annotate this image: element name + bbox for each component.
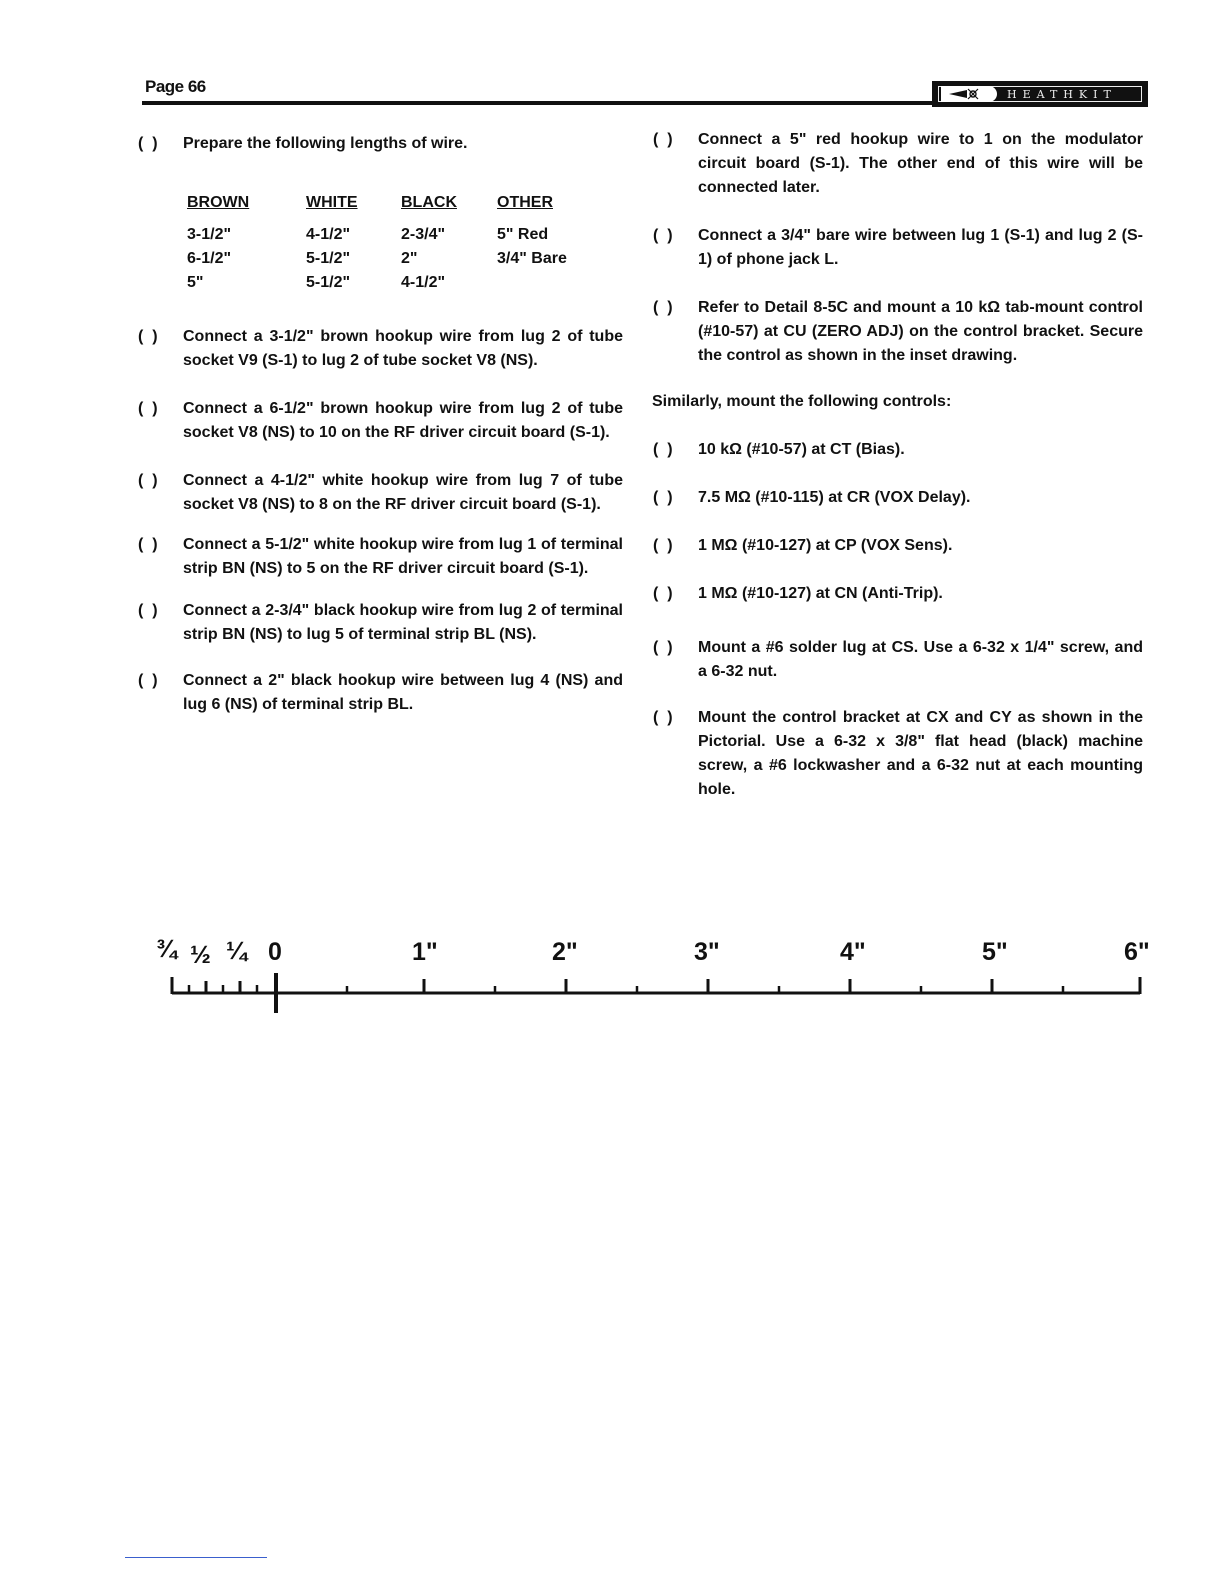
table-row — [187, 247, 607, 271]
ruler-label-inch: 6" — [1124, 938, 1150, 966]
checkbox[interactable]: ( ) — [138, 602, 158, 619]
step-bare-wire — [648, 224, 1143, 272]
checkbox[interactable]: ( ) — [653, 299, 673, 316]
ruler-label-three-quarter: ¾ — [156, 935, 177, 963]
step-mount-zero-adj — [648, 296, 1143, 368]
checkbox[interactable]: ( ) — [138, 472, 158, 489]
step-solder-lug — [648, 636, 1143, 684]
table-cell: 5" — [187, 274, 204, 291]
step-control-vox-delay — [648, 486, 1143, 510]
step-white-wire-2 — [133, 533, 623, 581]
step-text: Connect a 4-1/2" white hookup wire from lug 7 of tube socket V8 (NS) to 8 on the RF driver circuit board (S-1). — [183, 472, 623, 513]
column-header: OTHER — [497, 194, 553, 211]
table-cell: 5" Red — [497, 226, 549, 243]
column-header: WHITE — [306, 194, 358, 211]
table-cell: 2-3/4" — [401, 226, 446, 243]
checkbox[interactable]: ( ) — [653, 441, 673, 458]
brand-logo — [932, 81, 1148, 107]
checkbox[interactable]: ( ) — [138, 135, 158, 152]
step-mount-bracket — [648, 706, 1143, 802]
checkbox[interactable]: ( ) — [138, 536, 158, 553]
step-red-wire — [648, 128, 1143, 200]
step-control-anti-trip — [648, 582, 1143, 606]
step-text: Mount a #6 solder lug at CS. Use a 6-32 x 1/4" screw, and a 6-32 nut. — [698, 639, 1143, 680]
step-text: Connect a 3/4" bare wire between lug 1 (S-1) and lug 2 (S-1) of phone jack L. — [698, 227, 1143, 268]
similarly-note: Similarly, mount the following controls: — [652, 393, 952, 410]
table-header-row — [187, 191, 607, 223]
table-cell: 3/4" Bare — [497, 250, 567, 267]
table-cell: 5-1/2" — [306, 250, 351, 267]
page-number: Page 66 — [145, 77, 206, 96]
step-prepare-wire — [133, 132, 623, 156]
step-text: Connect a 5-1/2" white hookup wire from lug 1 of terminal strip BN (NS) to 5 on the RF driver circuit board (S-1). — [183, 536, 623, 577]
step-brown-wire-2 — [133, 397, 623, 445]
checkbox[interactable]: ( ) — [653, 537, 673, 554]
step-text: Connect a 2-3/4" black hookup wire from lug 2 of terminal strip BN (NS) to lug 5 of terminal strip BL (NS). — [183, 602, 623, 643]
step-text: 1 MΩ (#10-127) at CP (VOX Sens). — [698, 537, 953, 554]
left-column — [133, 132, 623, 717]
table-row — [187, 223, 607, 247]
step-text: Connect a 2" black hookup wire between lug 4 (NS) and lug 6 (NS) of terminal strip BL. — [183, 672, 623, 713]
step-brown-wire-1 — [133, 325, 623, 373]
footnote-rule — [125, 1557, 267, 1558]
table-cell: 3-1/2" — [187, 226, 232, 243]
table-cell: 2" — [401, 250, 418, 267]
table-cell: 4-1/2" — [306, 226, 351, 243]
step-black-wire-1 — [133, 599, 623, 647]
step-text: Prepare the following lengths of wire. — [183, 135, 468, 152]
ruler-label-inch: 3" — [694, 938, 720, 966]
checkbox[interactable]: ( ) — [653, 131, 673, 148]
table-cell: 4-1/2" — [401, 274, 446, 291]
step-text: Connect a 3-1/2" brown hookup wire from lug 2 of tube socket V9 (S-1) to lug 2 of tube socket V8 (NS). — [183, 328, 623, 369]
checkbox[interactable]: ( ) — [653, 489, 673, 506]
step-white-wire-1 — [133, 469, 623, 517]
step-text: Connect a 5" red hookup wire to 1 on the modulator circuit board (S-1). The other end of this wire will be connected later. — [698, 131, 1143, 196]
table-cell: 6-1/2" — [187, 250, 232, 267]
checkbox[interactable]: ( ) — [653, 585, 673, 602]
wire-lengths-table — [187, 191, 607, 295]
table-row — [187, 271, 607, 295]
table-cell — [497, 271, 607, 295]
step-black-wire-2 — [133, 669, 623, 717]
checkbox[interactable]: ( ) — [653, 227, 673, 244]
step-text: 7.5 MΩ (#10-115) at CR (VOX Delay). — [698, 489, 971, 506]
step-text: 10 kΩ (#10-57) at CT (Bias). — [698, 441, 905, 458]
step-text: 1 MΩ (#10-127) at CN (Anti-Trip). — [698, 585, 943, 602]
step-control-bias — [648, 438, 1143, 462]
ruler-label-inch: 2" — [552, 938, 578, 966]
column-header: BLACK — [401, 194, 457, 211]
inch-ruler — [150, 935, 1170, 1025]
step-control-vox-sens — [648, 534, 1143, 558]
ruler-label-half: ½ — [190, 941, 211, 969]
column-header: BROWN — [187, 194, 250, 211]
ruler-label-inch: 1" — [412, 938, 438, 966]
brand-name: HEATHKIT — [1007, 87, 1117, 101]
emblem-graphic — [947, 88, 991, 100]
ruler-label-zero: 0 — [268, 938, 282, 966]
ruler-label-inch: 4" — [840, 938, 866, 966]
table-cell: 5-1/2" — [306, 274, 351, 291]
heathkit-emblem-icon — [941, 86, 997, 102]
step-text: Mount the control bracket at CX and CY as shown in the Pictorial. Use a 6-32 x 3/8" flat head (black) machine screw, a #6 lockwasher and a 6-32 nut at each mounting hole. — [698, 709, 1143, 798]
checkbox[interactable]: ( ) — [138, 400, 158, 417]
right-column — [648, 128, 1143, 802]
ruler-label-inch: 5" — [982, 938, 1008, 966]
ruler-graphic — [150, 935, 1170, 1025]
checkbox[interactable]: ( ) — [138, 328, 158, 345]
step-text: Refer to Detail 8-5C and mount a 10 kΩ tab-mount control (#10-57) at CU (ZERO ADJ) on the control bracket. Secure the control as shown in the inset drawing. — [698, 299, 1143, 364]
checkbox[interactable]: ( ) — [653, 639, 673, 656]
checkbox[interactable]: ( ) — [653, 709, 673, 726]
ruler-label-quarter: ¼ — [226, 937, 247, 965]
checkbox[interactable]: ( ) — [138, 672, 158, 689]
step-text: Connect a 6-1/2" brown hookup wire from lug 2 of tube socket V8 (NS) to 10 on the RF driver circuit board (S-1). — [183, 400, 623, 441]
